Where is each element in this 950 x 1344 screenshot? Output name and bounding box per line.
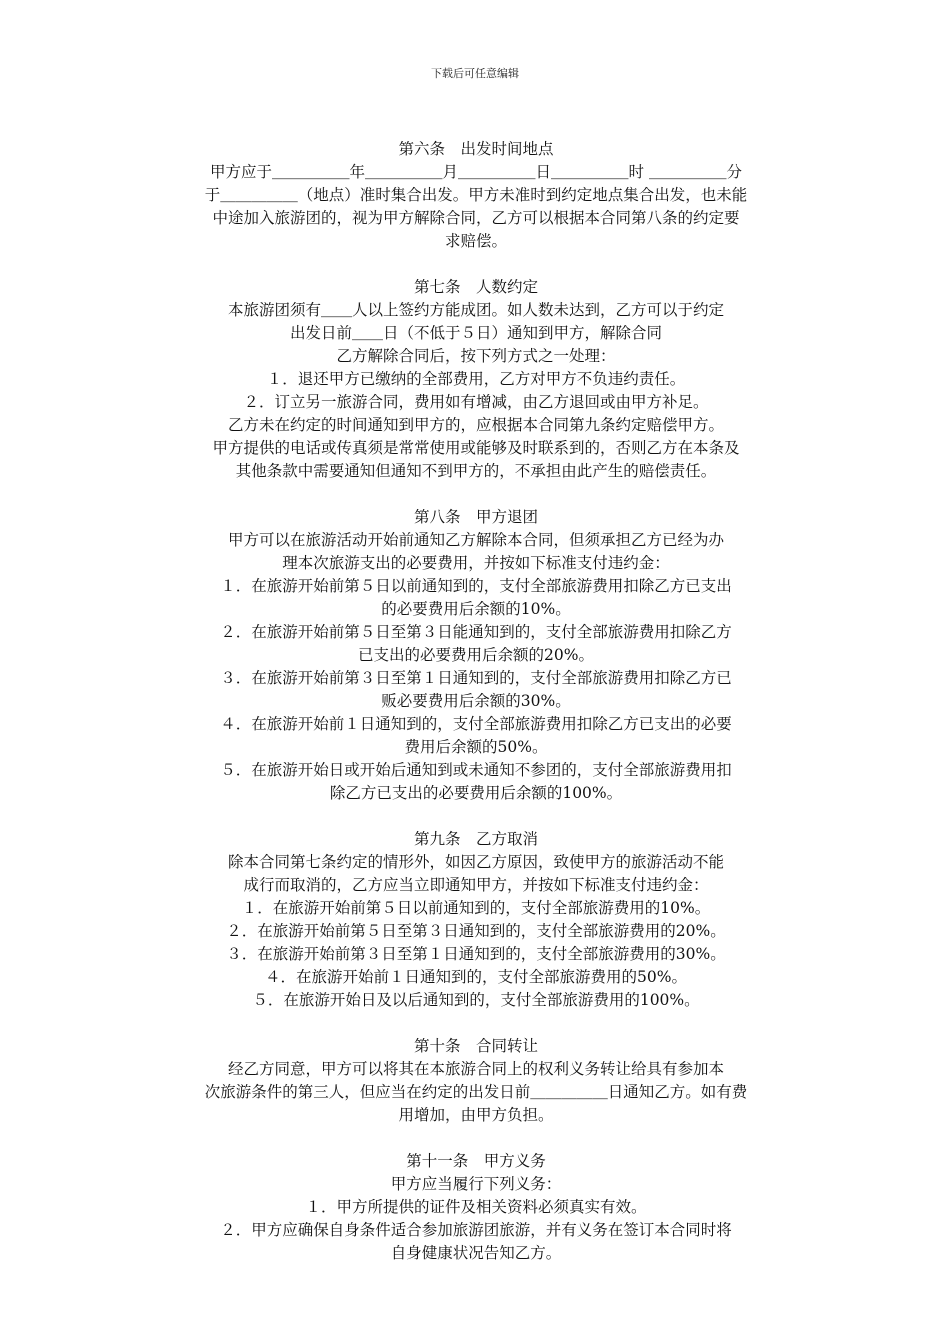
article-line: ２．订立另一旅游合同，费用如有增减，由乙方退回或由甲方补足。 [243, 393, 709, 411]
article-line: 本旅游团须有＿＿人以上签约方能成团。如人数未达到，乙方可以于约定 [227, 301, 724, 319]
article-line: ３．在旅游开始前第３日至第１日通知到的，支付全部旅游费用的30%。 [226, 945, 726, 963]
article-line: 求赔偿。 [444, 232, 507, 250]
article-7 [146, 276, 806, 483]
article-line: 用增加，由甲方负担。 [398, 1106, 554, 1124]
article-line: 已支出的必要费用后余额的20%。 [358, 646, 594, 664]
article-6 [146, 138, 806, 253]
article-line: 贩必要费用后余额的30%。 [381, 692, 571, 710]
article-line: １．甲方所提供的证件及相关资料必须真实有效。 [305, 1198, 647, 1216]
article-line: 的必要费用后余额的10%。 [381, 600, 571, 618]
article-line: ５．在旅游开始日及以后通知到的，支付全部旅游费用的100%。 [252, 991, 700, 1009]
article-line: 乙方解除合同后，按下列方式之一处理： [336, 347, 616, 365]
article-line: ３．在旅游开始前第３日至第１日通知到的，支付全部旅游费用扣除乙方已 [220, 669, 732, 687]
article-line: 中途加入旅游团的，视为甲方解除合同，乙方可以根据本合同第八条的约定要 [212, 209, 740, 227]
article-11 [146, 1150, 806, 1265]
article-line: 出发日前＿＿日（不低于５日）通知到甲方，解除合同 [289, 324, 662, 342]
contract-body [146, 138, 806, 1288]
article-line: 甲方应当履行下列义务： [390, 1175, 562, 1193]
article-line: 甲方提供的电话或传真须是常常使用或能够及时联系到的，否则乙方在本条及 [212, 439, 740, 457]
article-line: １．在旅游开始前第５日以前通知到的，支付全部旅游费用的10%。 [241, 899, 711, 917]
article-line: 除乙方已支出的必要费用后余额的100%。 [329, 784, 623, 802]
article-line: 费用后余额的50%。 [404, 738, 548, 756]
article-title: 第十一条 甲方义务 [406, 1152, 546, 1170]
article-line: １．在旅游开始前第５日以前通知到的，支付全部旅游费用扣除乙方已支出 [220, 577, 732, 595]
article-line: 乙方未在约定的时间通知到甲方的，应根据本合同第九条约定赔偿甲方。 [227, 416, 724, 434]
article-title: 第十条 合同转让 [413, 1037, 538, 1055]
article-10 [146, 1035, 806, 1127]
article-line: ２．在旅游开始前第５日至第３日通知到的，支付全部旅游费用的20%。 [226, 922, 726, 940]
article-title: 第七条 人数约定 [413, 278, 538, 296]
article-line: ５．在旅游开始日或开始后通知到或未通知不参团的，支付全部旅游费用扣 [220, 761, 732, 779]
article-line: 自身健康状况告知乙方。 [390, 1244, 562, 1262]
article-title: 第六条 出发时间地点 [398, 140, 554, 158]
article-line: １．退还甲方已缴纳的全部费用，乙方对甲方不负违约责任。 [266, 370, 686, 388]
article-line: 甲方可以在旅游活动开始前通知乙方解除本合同，但须承担乙方已经为办 [227, 531, 724, 549]
article-line: 其他条款中需要通知但通知不到甲方的，不承担由此产生的赔偿责任。 [235, 462, 717, 480]
article-line: 甲方应于＿＿＿＿＿年＿＿＿＿＿月＿＿＿＿＿日＿＿＿＿＿时 ＿＿＿＿＿分 [210, 163, 742, 181]
header-note: 下载后可任意编辑 [431, 67, 519, 80]
article-8 [146, 506, 806, 805]
article-line: 经乙方同意，甲方可以将其在本旅游合同上的权利义务转让给具有参加本 [227, 1060, 724, 1078]
article-line: ４．在旅游开始前１日通知到的，支付全部旅游费用扣除乙方已支出的必要 [220, 715, 732, 733]
article-line: 除本合同第七条约定的情形外，如因乙方原因，致使甲方的旅游活动不能 [227, 853, 724, 871]
article-title: 第九条 乙方取消 [413, 830, 538, 848]
article-9 [146, 828, 806, 1012]
article-line: 于＿＿＿＿＿（地点）准时集合出发。甲方未准时到约定地点集合出发，也未能 [204, 186, 748, 204]
article-line: ４．在旅游开始前１日通知到的，支付全部旅游费用的50%。 [265, 968, 687, 986]
article-title: 第八条 甲方退团 [413, 508, 538, 526]
article-line: 成行而取消的，乙方应当立即通知甲方，并按如下标准支付违约金： [243, 876, 709, 894]
article-line: 理本次旅游支出的必要费用，并按如下标准支付违约金： [282, 554, 670, 572]
article-line: 次旅游条件的第三人，但应当在约定的出发日前＿＿＿＿＿日通知乙方。如有费 [204, 1083, 748, 1101]
article-line: ２．在旅游开始前第５日至第３日能通知到的，支付全部旅游费用扣除乙方 [220, 623, 732, 641]
article-line: ２．甲方应确保自身条件适合参加旅游团旅游，并有义务在签订本合同时将 [220, 1221, 732, 1239]
